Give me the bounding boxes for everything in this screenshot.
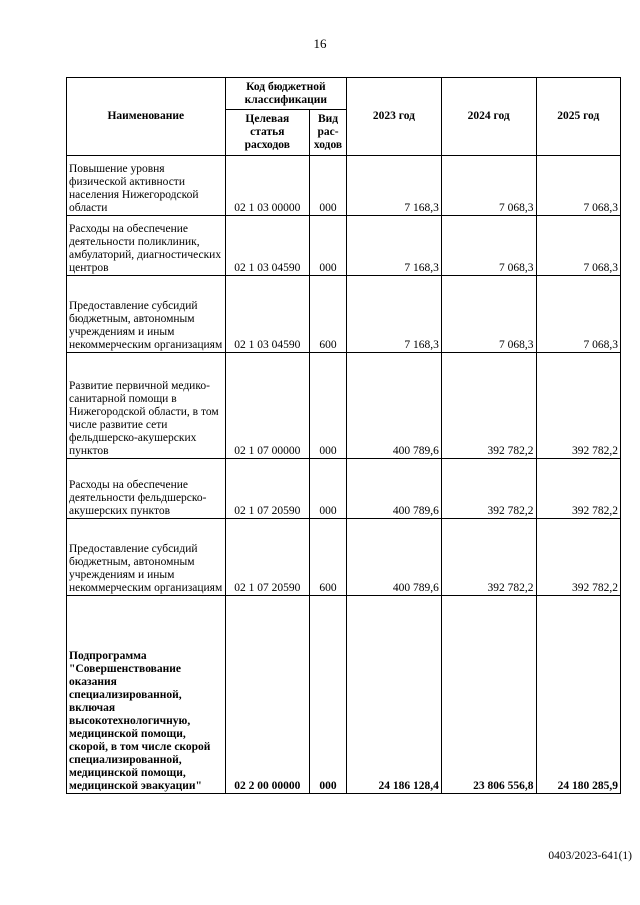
- header-2023: 2023 год: [347, 78, 442, 156]
- row-value-2025: 24 180 285,9: [536, 596, 620, 794]
- row-target-code: 02 1 07 20590: [225, 459, 309, 519]
- header-target: Целевая статья расходов: [225, 110, 309, 156]
- budget-table: [66, 77, 621, 794]
- row-name: Развитие первичной медико-санитарной помощи в Нижегородской области, в том числе развитие сети фельдшерско-акушерских пунктов: [67, 353, 226, 459]
- row-expense-type: 000: [310, 216, 347, 276]
- row-value-2024: 392 782,2: [441, 519, 536, 596]
- row-target-code: 02 1 07 00000: [225, 353, 309, 459]
- row-value-2025: 392 782,2: [536, 519, 620, 596]
- row-expense-type: 000: [310, 353, 347, 459]
- row-value-2023: 7 168,3: [347, 216, 442, 276]
- row-value-2025: 392 782,2: [536, 353, 620, 459]
- row-value-2024: 23 806 556,8: [441, 596, 536, 794]
- row-target-code: 02 1 03 04590: [225, 276, 309, 353]
- row-expense-type: 000: [310, 459, 347, 519]
- row-name: Подпрограмма "Совершенствование оказания специализированной, включая высокотехнологичную, медицинской помощи, скорой, в том числе скорой специализированной, медицинской помощи, медицинской эвакуации": [67, 596, 226, 794]
- document-code: 0403/2023-641(1): [548, 850, 632, 862]
- row-target-code: 02 1 03 04590: [225, 216, 309, 276]
- row-name: Предоставление субсидий бюджетным, автономным учреждениям и иным некоммерческим организациям: [67, 519, 226, 596]
- table-row: [67, 276, 621, 353]
- header-kbk: Код бюджетной классификации: [225, 78, 347, 110]
- page-number: 16: [313, 36, 327, 51]
- table-row: [67, 519, 621, 596]
- table-row: [67, 216, 621, 276]
- table-row: [67, 596, 621, 794]
- row-value-2024: 7 068,3: [441, 156, 536, 216]
- row-value-2023: 400 789,6: [347, 519, 442, 596]
- table-row: [67, 459, 621, 519]
- row-value-2023: 24 186 128,4: [347, 596, 442, 794]
- header-name: Наименование: [67, 78, 226, 156]
- row-value-2023: 7 168,3: [347, 156, 442, 216]
- row-value-2023: 7 168,3: [347, 276, 442, 353]
- row-name: Расходы на обеспечение деятельности фельдшерско-акушерских пунктов: [67, 459, 226, 519]
- row-target-code: 02 1 03 00000: [225, 156, 309, 216]
- row-value-2025: 7 068,3: [536, 276, 620, 353]
- row-value-2023: 400 789,6: [347, 353, 442, 459]
- row-expense-type: 000: [310, 156, 347, 216]
- header-2024: 2024 год: [441, 78, 536, 156]
- table-row: [67, 353, 621, 459]
- row-value-2023: 400 789,6: [347, 459, 442, 519]
- table-row: [67, 156, 621, 216]
- row-name: Повышение уровня физической активности населения Нижегородской области: [67, 156, 226, 216]
- row-value-2024: 7 068,3: [441, 216, 536, 276]
- row-expense-type: 000: [310, 596, 347, 794]
- row-expense-type: 600: [310, 519, 347, 596]
- row-value-2025: 392 782,2: [536, 459, 620, 519]
- row-value-2024: 392 782,2: [441, 353, 536, 459]
- row-value-2025: 7 068,3: [536, 156, 620, 216]
- header-type: Вид рас- ходов: [310, 110, 347, 156]
- row-value-2024: 392 782,2: [441, 459, 536, 519]
- row-target-code: 02 1 07 20590: [225, 519, 309, 596]
- row-target-code: 02 2 00 00000: [225, 596, 309, 794]
- row-name: Предоставление субсидий бюджетным, автономным учреждениям и иным некоммерческим организациям: [67, 276, 226, 353]
- row-expense-type: 600: [310, 276, 347, 353]
- header-2025: 2025 год: [536, 78, 620, 156]
- row-name: Расходы на обеспечение деятельности поликлиник, амбулаторий, диагностических центров: [67, 216, 226, 276]
- row-value-2025: 7 068,3: [536, 216, 620, 276]
- row-value-2024: 7 068,3: [441, 276, 536, 353]
